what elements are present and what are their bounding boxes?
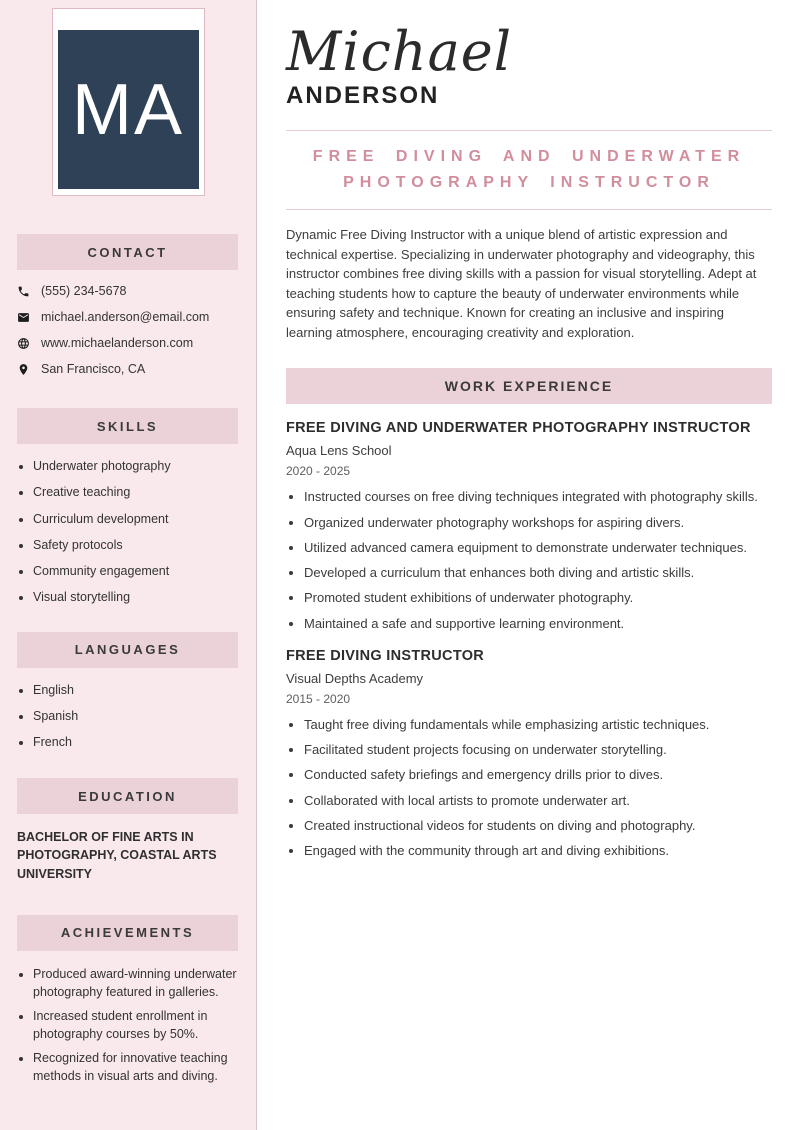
location-icon	[17, 363, 30, 376]
job-bullet: • Conducted safety briefings and emergency drills prior to dives.	[304, 767, 772, 783]
achievements-list	[33, 965, 240, 1086]
skill-item: • Underwater photography	[33, 458, 240, 474]
globe-icon	[17, 337, 30, 350]
contact-list	[17, 284, 240, 376]
avatar-initials: MA	[72, 69, 184, 150]
job-bullet-list	[304, 489, 772, 632]
job-bullet: • Taught free diving fundamentals while emphasizing artistic techniques.	[304, 717, 772, 733]
language-item: • English	[33, 682, 240, 698]
contact-location-text: San Francisco, CA	[41, 362, 146, 376]
job-dates: 2015 - 2020	[286, 691, 351, 706]
avatar-initials-box	[58, 30, 199, 189]
job-bullet: • Engaged with the community through art and diving exhibitions.	[304, 843, 772, 859]
languages-heading: LANGUAGES	[17, 632, 238, 668]
job-title: FREE DIVING AND UNDERWATER PHOTOGRAPHY INSTRUCTOR	[286, 420, 751, 437]
contact-item-website	[17, 336, 240, 350]
job-title-banner: FREE DIVING AND UNDERWATER PHOTOGRAPHY INSTRUCTOR	[312, 147, 746, 192]
education-heading: EDUCATION	[17, 778, 238, 814]
work-experience-heading: WORK EXPERIENCE	[286, 368, 772, 404]
divider	[286, 130, 772, 131]
achievement-item: • Produced award-winning underwater photography featured in galleries.	[33, 965, 240, 1001]
first-name: Michael	[286, 20, 513, 83]
job-company: Visual Depths Academy	[286, 670, 424, 686]
job-entry	[286, 420, 772, 632]
achievement-item: • Increased student enrollment in photography courses by 50%.	[33, 1007, 240, 1043]
avatar	[52, 8, 205, 196]
job-bullet: • Utilized advanced camera equipment to demonstrate underwater techniques.	[304, 540, 772, 556]
language-item: • French	[33, 734, 240, 750]
education-degree: BACHELOR OF FINE ARTS IN PHOTOGRAPHY, COASTAL ARTS UNIVERSITY	[17, 830, 217, 881]
job-bullet: • Instructed courses on free diving techniques integrated with photography skills.	[304, 489, 772, 505]
job-title: FREE DIVING INSTRUCTOR	[286, 647, 485, 664]
job-bullet: • Created instructional videos for students on diving and photography.	[304, 818, 772, 834]
job-bullet: • Facilitated student projects focusing on underwater storytelling.	[304, 742, 772, 758]
job-company: Aqua Lens School	[286, 443, 392, 459]
skills-heading: SKILLS	[17, 408, 238, 444]
skill-item: • Community engagement	[33, 563, 240, 579]
job-bullet: • Organized underwater photography workshops for aspiring divers.	[304, 515, 772, 531]
achievement-item: • Recognized for innovative teaching methods in visual arts and diving.	[33, 1049, 240, 1085]
skill-item: • Safety protocols	[33, 537, 240, 553]
achievements-heading: ACHIEVEMENTS	[17, 915, 238, 951]
contact-email-text: michael.anderson@email.com	[41, 310, 210, 324]
languages-list	[33, 682, 240, 751]
job-dates: 2020 - 2025	[286, 464, 351, 479]
profile-summary: Dynamic Free Diving Instructor with a unique blend of artistic expression and technical expertise. Specializing in underwater photography and videography, this instructor combines free diving skills with a passion for visual storytelling. Adept at teaching students how to capture the beauty of underwater environments while ensuring safety and technique. Known for creating an inclusive and inspiring learning atmosphere, encouraging creativity and exploration.	[286, 227, 757, 340]
contact-website-text: www.michaelanderson.com	[41, 336, 194, 350]
skill-item: • Curriculum development	[33, 511, 240, 527]
language-item: • Spanish	[33, 708, 240, 724]
job-bullet: • Collaborated with local artists to promote underwater art.	[304, 793, 772, 809]
job-bullet: • Developed a curriculum that enhances both diving and artistic skills.	[304, 565, 772, 581]
sidebar	[0, 0, 257, 1130]
main-content	[257, 0, 800, 1130]
skill-item: • Creative teaching	[33, 484, 240, 500]
skills-list	[33, 458, 240, 606]
job-bullet: • Maintained a safe and supportive learning environment.	[304, 616, 772, 632]
job-entry	[286, 648, 772, 860]
contact-item-email	[17, 310, 240, 324]
contact-heading: CONTACT	[17, 234, 238, 270]
last-name: ANDERSON	[286, 81, 440, 109]
contact-item-phone	[17, 284, 240, 298]
job-bullet-list	[304, 717, 772, 860]
email-icon	[17, 311, 30, 324]
phone-icon	[17, 285, 30, 298]
contact-item-location	[17, 362, 240, 376]
divider	[286, 209, 772, 210]
skill-item: • Visual storytelling	[33, 589, 240, 605]
job-bullet: • Promoted student exhibitions of underwater photography.	[304, 590, 772, 606]
contact-phone-text: (555) 234-5678	[41, 284, 127, 298]
